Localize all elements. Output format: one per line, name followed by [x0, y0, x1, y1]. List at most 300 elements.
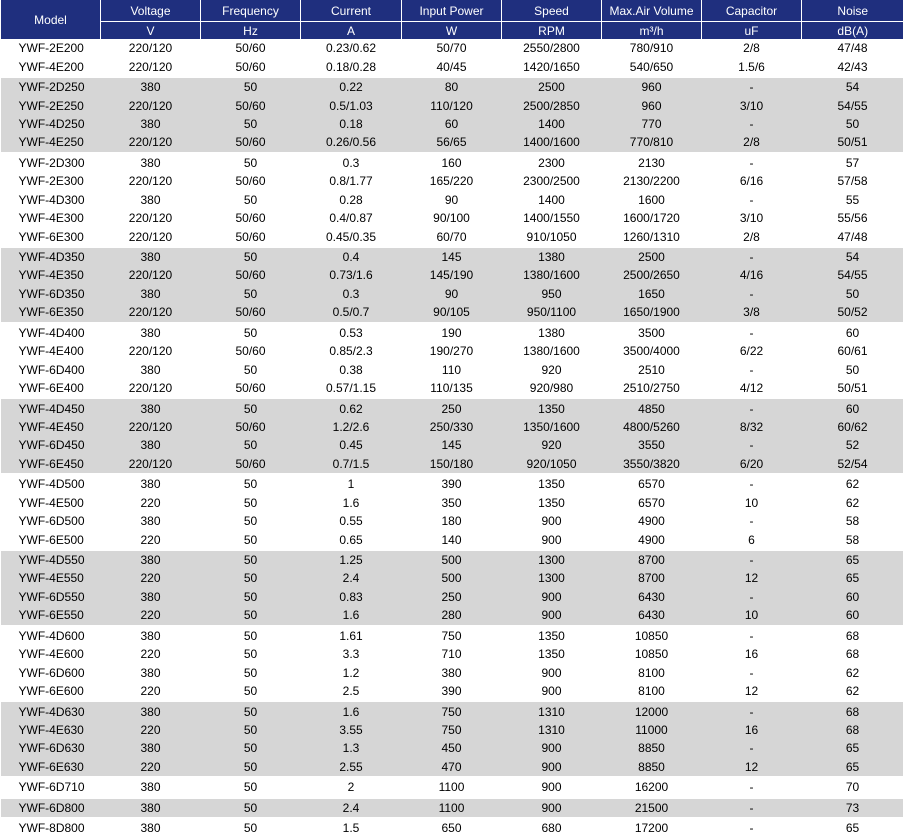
cell-voltage: 380	[101, 285, 201, 303]
cell-frequency: 50/60	[201, 379, 301, 398]
cell-noise: 60	[802, 606, 903, 625]
cell-model: YWF-4D450	[1, 398, 101, 417]
cell-model: YWF-4E550	[1, 569, 101, 587]
cell-frequency: 50/60	[201, 96, 301, 114]
cell-input-power: 750	[402, 721, 502, 739]
cell-speed: 900	[502, 512, 602, 530]
cell-noise: 65	[802, 550, 903, 569]
cell-max-air-volume: 3550/3820	[602, 455, 702, 474]
cell-frequency: 50/60	[201, 418, 301, 436]
cell-input-power: 110/120	[402, 96, 502, 114]
cell-capacitor: -	[702, 739, 802, 757]
cell-current: 0.73/1.6	[301, 266, 402, 284]
cell-current: 0.55	[301, 512, 402, 530]
cell-input-power: 1100	[402, 798, 502, 818]
cell-max-air-volume: 10850	[602, 645, 702, 663]
cell-noise: 68	[802, 645, 903, 663]
cell-max-air-volume: 6570	[602, 494, 702, 512]
cell-input-power: 60/70	[402, 227, 502, 246]
cell-model: YWF-4D400	[1, 323, 101, 342]
cell-current: 0.62	[301, 398, 402, 417]
cell-input-power: 650	[402, 818, 502, 837]
cell-max-air-volume: 4900	[602, 530, 702, 549]
cell-noise: 54/55	[802, 96, 903, 114]
cell-frequency: 50	[201, 626, 301, 645]
cell-capacitor: 12	[702, 758, 802, 777]
table-row	[1, 777, 903, 797]
cell-model: YWF-6D550	[1, 588, 101, 606]
header-speed: Speed	[502, 0, 602, 22]
cell-frequency: 50	[201, 77, 301, 96]
cell-voltage: 220/120	[101, 39, 201, 57]
cell-voltage: 220	[101, 569, 201, 587]
cell-capacitor: -	[702, 474, 802, 493]
cell-speed: 1310	[502, 701, 602, 720]
cell-current: 2.5	[301, 682, 402, 701]
cell-max-air-volume: 8700	[602, 569, 702, 587]
cell-voltage: 220/120	[101, 133, 201, 152]
cell-frequency: 50	[201, 798, 301, 818]
cell-max-air-volume: 2130/2200	[602, 172, 702, 190]
cell-input-power: 110/135	[402, 379, 502, 398]
cell-speed: 1350	[502, 494, 602, 512]
cell-input-power: 250/330	[402, 418, 502, 436]
cell-frequency: 50	[201, 436, 301, 454]
cell-speed: 2500	[502, 77, 602, 96]
cell-frequency: 50/60	[201, 227, 301, 246]
cell-current: 0.3	[301, 153, 402, 172]
cell-max-air-volume: 770	[602, 115, 702, 133]
cell-speed: 1420/1650	[502, 57, 602, 76]
cell-capacitor: -	[702, 798, 802, 818]
cell-model: YWF-6D400	[1, 360, 101, 378]
cell-capacitor: 16	[702, 721, 802, 739]
cell-input-power: 350	[402, 494, 502, 512]
cell-current: 3.55	[301, 721, 402, 739]
cell-model: YWF-2E300	[1, 172, 101, 190]
cell-speed: 1400/1550	[502, 209, 602, 227]
cell-frequency: 50	[201, 663, 301, 681]
cell-model: YWF-6D350	[1, 285, 101, 303]
table-row	[1, 418, 903, 436]
cell-max-air-volume: 8100	[602, 663, 702, 681]
cell-input-power: 145	[402, 436, 502, 454]
cell-voltage: 380	[101, 626, 201, 645]
cell-input-power: 80	[402, 77, 502, 96]
cell-model: YWF-4D630	[1, 701, 101, 720]
cell-frequency: 50	[201, 550, 301, 569]
cell-capacitor: -	[702, 588, 802, 606]
cell-capacitor: 4/12	[702, 379, 802, 398]
cell-model: YWF-2D250	[1, 77, 101, 96]
cell-frequency: 50/60	[201, 342, 301, 360]
cell-max-air-volume: 8850	[602, 758, 702, 777]
cell-speed: 2550/2800	[502, 39, 602, 57]
cell-voltage: 380	[101, 550, 201, 569]
cell-max-air-volume: 1650	[602, 285, 702, 303]
cell-speed: 900	[502, 682, 602, 701]
table-row	[1, 436, 903, 454]
cell-input-power: 40/45	[402, 57, 502, 76]
cell-capacitor: 6/20	[702, 455, 802, 474]
cell-noise: 50/52	[802, 303, 903, 322]
table-row	[1, 247, 903, 266]
table-row	[1, 494, 903, 512]
cell-max-air-volume: 4850	[602, 398, 702, 417]
cell-current: 0.8/1.77	[301, 172, 402, 190]
cell-current: 0.26/0.56	[301, 133, 402, 152]
table-row	[1, 663, 903, 681]
cell-noise: 55	[802, 191, 903, 209]
cell-frequency: 50	[201, 569, 301, 587]
cell-current: 2.55	[301, 758, 402, 777]
cell-capacitor: 6/22	[702, 342, 802, 360]
cell-voltage: 380	[101, 798, 201, 818]
cell-speed: 920/1050	[502, 455, 602, 474]
cell-frequency: 50	[201, 530, 301, 549]
cell-voltage: 220	[101, 682, 201, 701]
cell-capacitor: -	[702, 191, 802, 209]
table-row	[1, 342, 903, 360]
cell-noise: 60	[802, 323, 903, 342]
cell-capacitor: -	[702, 626, 802, 645]
cell-max-air-volume: 960	[602, 96, 702, 114]
cell-input-power: 140	[402, 530, 502, 549]
cell-max-air-volume: 4800/5260	[602, 418, 702, 436]
cell-input-power: 145/190	[402, 266, 502, 284]
cell-frequency: 50/60	[201, 39, 301, 57]
cell-frequency: 50	[201, 474, 301, 493]
cell-current: 0.7/1.5	[301, 455, 402, 474]
cell-capacitor: 3/8	[702, 303, 802, 322]
cell-speed: 1380	[502, 323, 602, 342]
unit-current: A	[301, 22, 402, 40]
cell-voltage: 380	[101, 247, 201, 266]
cell-frequency: 50	[201, 777, 301, 797]
header-noise: Noise	[802, 0, 903, 22]
cell-max-air-volume: 6430	[602, 588, 702, 606]
cell-model: YWF-4E350	[1, 266, 101, 284]
cell-speed: 910/1050	[502, 227, 602, 246]
cell-current: 0.22	[301, 77, 402, 96]
header-current: Current	[301, 0, 402, 22]
cell-noise: 60	[802, 398, 903, 417]
cell-capacitor: -	[702, 777, 802, 797]
cell-frequency: 50	[201, 721, 301, 739]
cell-model: YWF-4E500	[1, 494, 101, 512]
cell-input-power: 750	[402, 626, 502, 645]
cell-input-power: 250	[402, 398, 502, 417]
cell-max-air-volume: 1260/1310	[602, 227, 702, 246]
table-row	[1, 133, 903, 152]
cell-speed: 1350	[502, 474, 602, 493]
cell-capacitor: 2/8	[702, 39, 802, 57]
cell-noise: 50/51	[802, 379, 903, 398]
cell-current: 0.5/0.7	[301, 303, 402, 322]
cell-model: YWF-4E300	[1, 209, 101, 227]
cell-model: YWF-6E450	[1, 455, 101, 474]
cell-input-power: 1100	[402, 777, 502, 797]
unit-input-power: W	[402, 22, 502, 40]
cell-capacitor: 8/32	[702, 418, 802, 436]
cell-frequency: 50/60	[201, 209, 301, 227]
cell-max-air-volume: 3500	[602, 323, 702, 342]
cell-current: 1.61	[301, 626, 402, 645]
cell-model: YWF-6E300	[1, 227, 101, 246]
cell-noise: 62	[802, 494, 903, 512]
cell-capacitor: 4/16	[702, 266, 802, 284]
cell-speed: 680	[502, 818, 602, 837]
cell-max-air-volume: 8850	[602, 739, 702, 757]
cell-max-air-volume: 17200	[602, 818, 702, 837]
cell-frequency: 50	[201, 818, 301, 837]
cell-max-air-volume: 12000	[602, 701, 702, 720]
cell-frequency: 50	[201, 360, 301, 378]
cell-capacitor: -	[702, 77, 802, 96]
cell-current: 1.5	[301, 818, 402, 837]
cell-speed: 1400	[502, 115, 602, 133]
cell-capacitor: -	[702, 153, 802, 172]
cell-model: YWF-6D800	[1, 798, 101, 818]
cell-max-air-volume: 2130	[602, 153, 702, 172]
cell-max-air-volume: 10850	[602, 626, 702, 645]
cell-input-power: 190	[402, 323, 502, 342]
cell-voltage: 220	[101, 494, 201, 512]
cell-voltage: 220/120	[101, 57, 201, 76]
cell-speed: 1300	[502, 569, 602, 587]
cell-model: YWF-4D350	[1, 247, 101, 266]
table-row	[1, 285, 903, 303]
cell-current: 1.6	[301, 606, 402, 625]
cell-voltage: 220/120	[101, 96, 201, 114]
cell-capacitor: 3/10	[702, 209, 802, 227]
cell-frequency: 50	[201, 153, 301, 172]
cell-model: YWF-2E200	[1, 39, 101, 57]
cell-current: 2	[301, 777, 402, 797]
cell-max-air-volume: 540/650	[602, 57, 702, 76]
cell-frequency: 50	[201, 191, 301, 209]
cell-capacitor: 12	[702, 569, 802, 587]
cell-input-power: 750	[402, 701, 502, 720]
cell-voltage: 380	[101, 191, 201, 209]
cell-max-air-volume: 16200	[602, 777, 702, 797]
cell-noise: 62	[802, 663, 903, 681]
cell-model: YWF-4E630	[1, 721, 101, 739]
cell-current: 0.18/0.28	[301, 57, 402, 76]
cell-max-air-volume: 21500	[602, 798, 702, 818]
cell-input-power: 90/105	[402, 303, 502, 322]
cell-frequency: 50	[201, 701, 301, 720]
cell-model: YWF-4E250	[1, 133, 101, 152]
cell-input-power: 500	[402, 569, 502, 587]
cell-capacitor: -	[702, 663, 802, 681]
cell-input-power: 280	[402, 606, 502, 625]
cell-speed: 1350/1600	[502, 418, 602, 436]
cell-voltage: 220/120	[101, 266, 201, 284]
cell-model: YWF-4D300	[1, 191, 101, 209]
cell-voltage: 380	[101, 323, 201, 342]
cell-input-power: 145	[402, 247, 502, 266]
table-row	[1, 721, 903, 739]
cell-noise: 73	[802, 798, 903, 818]
cell-voltage: 220	[101, 530, 201, 549]
cell-frequency: 50	[201, 606, 301, 625]
cell-input-power: 500	[402, 550, 502, 569]
cell-speed: 2300	[502, 153, 602, 172]
cell-frequency: 50	[201, 115, 301, 133]
cell-noise: 65	[802, 818, 903, 837]
cell-frequency: 50/60	[201, 133, 301, 152]
cell-voltage: 220	[101, 645, 201, 663]
cell-speed: 900	[502, 777, 602, 797]
cell-frequency: 50	[201, 645, 301, 663]
table-row	[1, 550, 903, 569]
cell-max-air-volume: 3500/4000	[602, 342, 702, 360]
cell-noise: 68	[802, 721, 903, 739]
cell-current: 2.4	[301, 569, 402, 587]
cell-noise: 68	[802, 626, 903, 645]
cell-noise: 57/58	[802, 172, 903, 190]
cell-speed: 950	[502, 285, 602, 303]
cell-voltage: 220/120	[101, 303, 201, 322]
cell-frequency: 50/60	[201, 455, 301, 474]
table-row	[1, 455, 903, 474]
cell-noise: 58	[802, 512, 903, 530]
cell-max-air-volume: 4900	[602, 512, 702, 530]
cell-capacitor: 12	[702, 682, 802, 701]
cell-current: 3.3	[301, 645, 402, 663]
cell-speed: 1350	[502, 398, 602, 417]
table-row	[1, 227, 903, 246]
cell-voltage: 380	[101, 474, 201, 493]
cell-input-power: 90	[402, 191, 502, 209]
cell-speed: 1350	[502, 645, 602, 663]
cell-model: YWF-2E250	[1, 96, 101, 114]
cell-current: 0.45	[301, 436, 402, 454]
cell-current: 0.38	[301, 360, 402, 378]
cell-voltage: 380	[101, 818, 201, 837]
cell-max-air-volume: 2500	[602, 247, 702, 266]
table-row	[1, 153, 903, 172]
cell-speed: 920/980	[502, 379, 602, 398]
header-input-power: Input Power	[402, 0, 502, 22]
cell-frequency: 50	[201, 758, 301, 777]
cell-speed: 1380/1600	[502, 266, 602, 284]
cell-speed: 1400/1600	[502, 133, 602, 152]
cell-current: 0.5/1.03	[301, 96, 402, 114]
cell-capacitor: 1.5/6	[702, 57, 802, 76]
cell-capacitor: 2/8	[702, 227, 802, 246]
cell-max-air-volume: 8100	[602, 682, 702, 701]
unit-capacitor: uF	[702, 22, 802, 40]
table-row	[1, 701, 903, 720]
cell-capacitor: -	[702, 398, 802, 417]
cell-model: YWF-4D550	[1, 550, 101, 569]
cell-capacitor: 10	[702, 494, 802, 512]
cell-capacitor: -	[702, 550, 802, 569]
table-row	[1, 645, 903, 663]
cell-model: YWF-2D300	[1, 153, 101, 172]
cell-max-air-volume: 2510	[602, 360, 702, 378]
cell-speed: 1310	[502, 721, 602, 739]
cell-speed: 900	[502, 758, 602, 777]
cell-frequency: 50	[201, 494, 301, 512]
cell-frequency: 50	[201, 512, 301, 530]
cell-noise: 50/51	[802, 133, 903, 152]
cell-voltage: 220/120	[101, 455, 201, 474]
cell-current: 1.3	[301, 739, 402, 757]
table-row	[1, 191, 903, 209]
table-row	[1, 512, 903, 530]
cell-model: YWF-6D500	[1, 512, 101, 530]
table-row	[1, 530, 903, 549]
cell-voltage: 220/120	[101, 209, 201, 227]
cell-capacitor: -	[702, 247, 802, 266]
cell-noise: 65	[802, 758, 903, 777]
cell-capacitor: 16	[702, 645, 802, 663]
cell-current: 0.28	[301, 191, 402, 209]
cell-max-air-volume: 960	[602, 77, 702, 96]
cell-capacitor: -	[702, 512, 802, 530]
cell-current: 0.53	[301, 323, 402, 342]
cell-frequency: 50/60	[201, 266, 301, 284]
cell-noise: 68	[802, 701, 903, 720]
cell-input-power: 90/100	[402, 209, 502, 227]
cell-input-power: 190/270	[402, 342, 502, 360]
cell-frequency: 50/60	[201, 172, 301, 190]
cell-capacitor: -	[702, 818, 802, 837]
cell-max-air-volume: 6430	[602, 606, 702, 625]
cell-speed: 900	[502, 663, 602, 681]
cell-speed: 1300	[502, 550, 602, 569]
cell-speed: 900	[502, 606, 602, 625]
cell-voltage: 220	[101, 606, 201, 625]
cell-voltage: 380	[101, 588, 201, 606]
table-row	[1, 398, 903, 417]
cell-voltage: 220	[101, 721, 201, 739]
cell-voltage: 220/120	[101, 172, 201, 190]
cell-speed: 920	[502, 360, 602, 378]
header-voltage: Voltage	[101, 0, 201, 22]
cell-capacitor: -	[702, 436, 802, 454]
header-model: Model	[1, 0, 101, 39]
cell-noise: 60/62	[802, 418, 903, 436]
header-capacitor: Capacitor	[702, 0, 802, 22]
cell-capacitor: -	[702, 285, 802, 303]
cell-voltage: 380	[101, 436, 201, 454]
cell-model: YWF-6E500	[1, 530, 101, 549]
cell-model: YWF-4E450	[1, 418, 101, 436]
cell-speed: 1400	[502, 191, 602, 209]
table-row	[1, 798, 903, 818]
table-row	[1, 588, 903, 606]
cell-current: 0.57/1.15	[301, 379, 402, 398]
cell-model: YWF-6D450	[1, 436, 101, 454]
cell-noise: 52/54	[802, 455, 903, 474]
cell-current: 0.3	[301, 285, 402, 303]
unit-frequency: Hz	[201, 22, 301, 40]
cell-model: YWF-6E400	[1, 379, 101, 398]
cell-frequency: 50	[201, 285, 301, 303]
cell-max-air-volume: 1600	[602, 191, 702, 209]
cell-frequency: 50/60	[201, 57, 301, 76]
cell-speed: 900	[502, 739, 602, 757]
cell-input-power: 165/220	[402, 172, 502, 190]
cell-noise: 55/56	[802, 209, 903, 227]
cell-current: 0.85/2.3	[301, 342, 402, 360]
cell-model: YWF-6E350	[1, 303, 101, 322]
cell-noise: 60	[802, 588, 903, 606]
